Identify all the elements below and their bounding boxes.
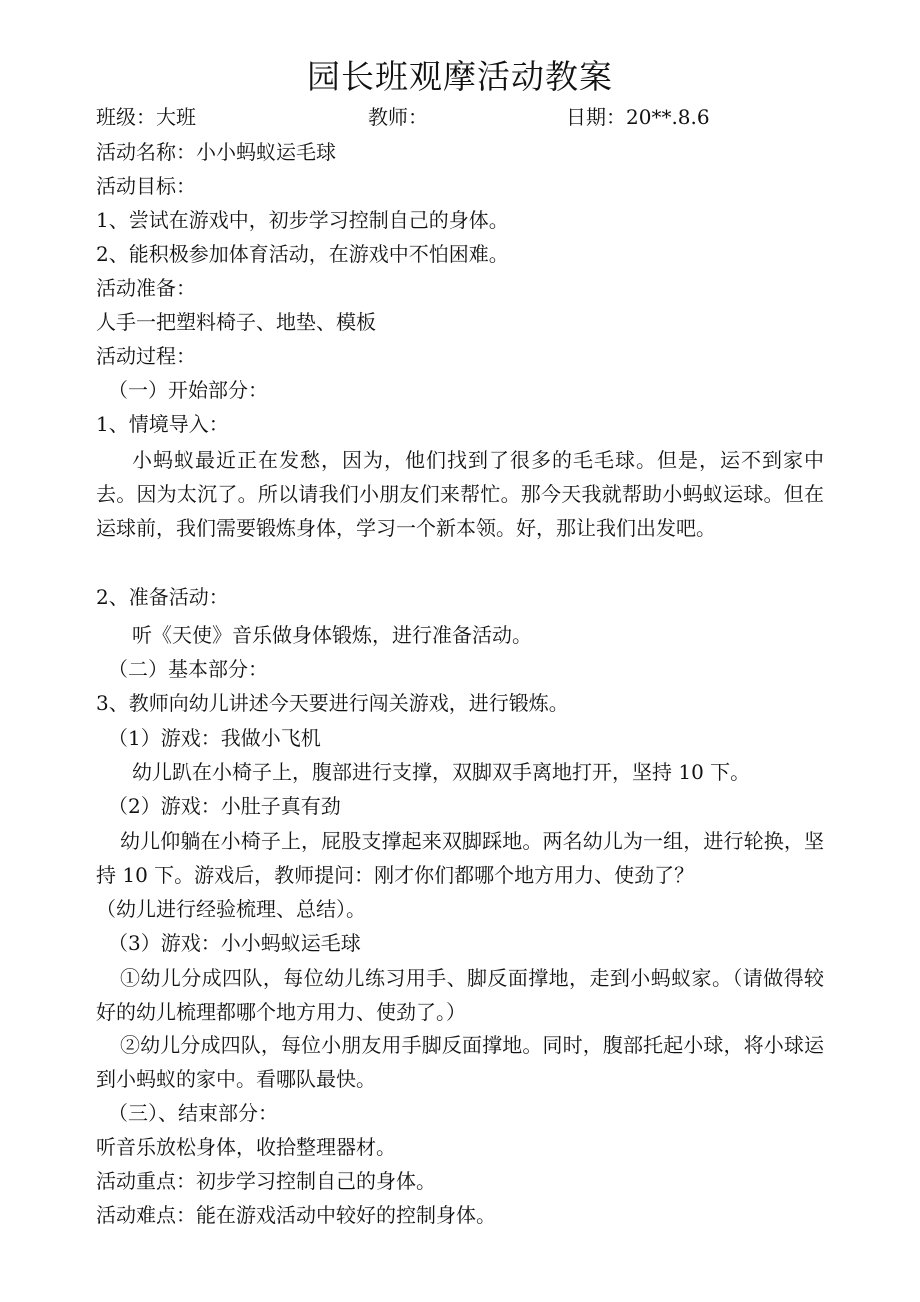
- game3-item-2: ②幼儿分成四队，每位小朋友用手脚反面撑地。同时，腹部托起小球，将小球运到小蚂蚁的家中。看哪队最快。: [96, 1033, 824, 1091]
- part1-heading: （一）开始部分：: [108, 378, 268, 402]
- date-label: 日期：20**.8.6: [566, 105, 710, 129]
- objective-item: 1、尝试在游戏中，初步学习控制自己的身体。: [96, 208, 509, 232]
- part3-heading: （三）、结束部分：: [108, 1101, 278, 1125]
- objective-item: 2、能积极参加体育活动，在游戏中不怕困难。: [96, 242, 509, 266]
- game1-text: 幼儿趴在小椅子上，腹部进行支撑，双脚双手离地打开，坚持 10 下。: [132, 760, 751, 784]
- step1-text: 小蚂蚁最近正在发愁，因为，他们找到了很多的毛毛球。但是，运不到家中去。因为太沉了。所以请我们小朋友们来帮忙。那今天我就帮助小蚂蚁运球。但在运球前，我们需要锻炼身体，学习一个新本领。好，那让我们出发吧。: [96, 448, 824, 540]
- class-label: 班级：大班: [96, 105, 196, 129]
- activity-name: 活动名称：小小蚂蚁运毛球: [96, 140, 336, 164]
- step2-text: 听《天使》音乐做身体锻炼，进行准备活动。: [132, 623, 532, 647]
- game2-text: 幼儿仰躺在小椅子上，屁股支撑起来双脚踩地。两名幼儿为一组，进行轮换，坚持 10 下。游戏后，教师提问：刚才你们都哪个地方用力、使劲了？: [96, 829, 824, 887]
- game1-heading: （1）游戏：我做小飞机: [108, 726, 321, 750]
- key-point: 活动重点：初步学习控制自己的身体。: [96, 1169, 436, 1193]
- game3-item-1: ①幼儿分成四队，每位幼儿练习用手、脚反面撑地，走到小蚂蚁家。（请做得较好的幼儿梳理都哪个地方用力、使劲了。）: [96, 966, 824, 1024]
- part3-text: 听音乐放松身体，收拾整理器材。: [96, 1135, 396, 1159]
- document-title: 园长班观摩活动教案: [307, 57, 613, 96]
- game3-heading: （3）游戏：小小蚂蚁运毛球: [108, 931, 361, 955]
- game2-heading: （2）游戏：小肚子真有劲: [108, 794, 341, 818]
- teacher-label: 教师：: [368, 105, 428, 129]
- step1-heading: 1、情境导入：: [96, 412, 229, 436]
- game2-note: （幼儿进行经验梳理、总结）。: [96, 897, 366, 921]
- preparation-heading: 活动准备：: [96, 276, 196, 300]
- step2-heading: 2、准备活动：: [96, 585, 229, 609]
- process-heading: 活动过程：: [96, 344, 196, 368]
- step3-heading: 3、教师向幼儿讲述今天要进行闯关游戏，进行锻炼。: [96, 691, 569, 715]
- difficulty: 活动难点：能在游戏活动中较好的控制身体。: [96, 1203, 496, 1227]
- part2-heading: （二）基本部分：: [108, 657, 268, 681]
- objectives-heading: 活动目标：: [96, 174, 196, 198]
- preparation-text: 人手一把塑料椅子、地垫、模板: [96, 310, 376, 334]
